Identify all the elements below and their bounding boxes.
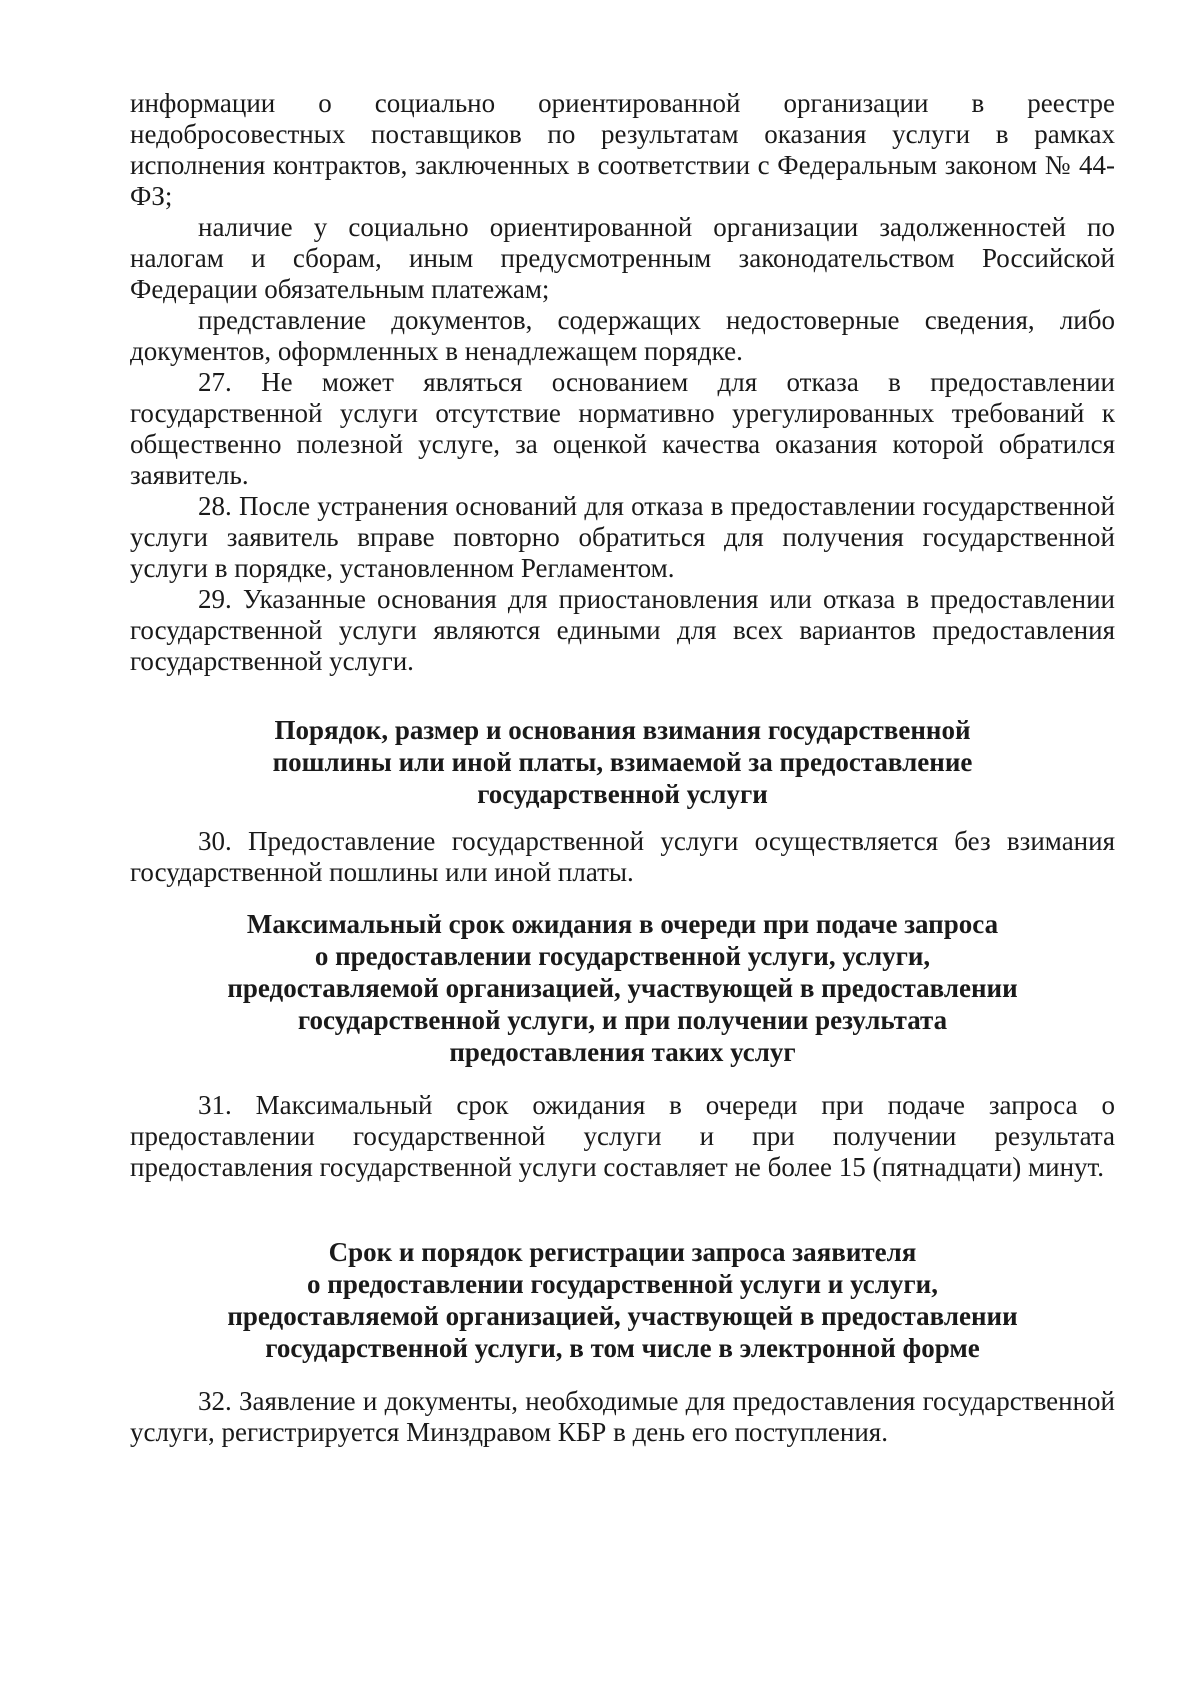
heading-fee bbox=[130, 714, 1115, 810]
paragraph-registry-info: информации о социально ориентированной организации в реестре недобросовестных поставщиков по результатам оказания услуги в рамках исполнения контрактов, заключенных в соответствии с Федеральным законом № 44-ФЗ; bbox=[130, 88, 1115, 211]
paragraph-false-documents: представление документов, содержащих недостоверные сведения, либо документов, оформленных в ненадлежащем порядке. bbox=[130, 305, 1115, 366]
heading-queue-line: предоставления таких услуг bbox=[449, 1037, 796, 1067]
heading-queue bbox=[130, 908, 1115, 1068]
paragraph-continuation bbox=[130, 88, 1115, 677]
paragraph-debt: наличие у социально ориентированной организации задолженностей по налогам и сборам, иным предусмотренным законодательством Российской Федерации обязательным платежам; bbox=[130, 212, 1115, 304]
heading-queue-line: предоставляемой организацией, участвующей в предоставлении bbox=[227, 973, 1018, 1003]
paragraph-29: 29. Указанные основания для приостановления или отказа в предоставлении государственной услуги являются едиными для всех вариантов предоставления государственной услуги. bbox=[130, 584, 1115, 676]
heading-registration-line: Срок и порядок регистрации запроса заявителя bbox=[328, 1237, 917, 1267]
heading-registration-line: предоставляемой организацией, участвующей в предоставлении bbox=[227, 1301, 1018, 1331]
section-32 bbox=[130, 1386, 1115, 1448]
heading-queue-line: государственной услуги, и при получении результата bbox=[297, 1005, 948, 1035]
heading-queue-line: Максимальный срок ожидания в очереди при подаче запроса bbox=[246, 909, 999, 939]
section-30 bbox=[130, 826, 1115, 888]
paragraph-28: 28. После устранения оснований для отказа в предоставлении государственной услуги заявитель вправе повторно обратиться для получения государственной услуги в порядке, установленном Регламентом. bbox=[130, 491, 1115, 583]
heading-registration bbox=[130, 1236, 1115, 1364]
heading-fee-line: Порядок, размер и основания взимания государственной bbox=[274, 715, 971, 745]
paragraph-32: 32. Заявление и документы, необходимые для предоставления государственной услуги, регистрируется Минздравом КБР в день его поступления. bbox=[130, 1386, 1115, 1447]
heading-queue-line: о предоставлении государственной услуги, услуги, bbox=[314, 941, 931, 971]
heading-registration-line: о предоставлении государственной услуги и услуги, bbox=[307, 1269, 938, 1299]
heading-registration-line: государственной услуги, в том числе в электронной форме bbox=[265, 1333, 980, 1363]
paragraph-31: 31. Максимальный срок ожидания в очереди при подаче запроса о предоставлении государственной услуги и при получении результата предоставления государственной услуги составляет не более 15 (пятнадцати) минут. bbox=[130, 1090, 1115, 1182]
paragraph-30: 30. Предоставление государственной услуги осуществляется без взимания государственной пошлины или иной платы. bbox=[130, 826, 1115, 887]
section-31 bbox=[130, 1090, 1115, 1183]
heading-fee-line: государственной услуги bbox=[477, 779, 768, 809]
paragraph-27: 27. Не может являться основанием для отказа в предоставлении государственной услуги отсутствие нормативно урегулированных требований к общественно полезной услуге, за оценкой качества оказания которой обратился заявитель. bbox=[130, 367, 1115, 490]
heading-fee-line: пошлины или иной платы, взимаемой за предоставление bbox=[272, 747, 973, 777]
